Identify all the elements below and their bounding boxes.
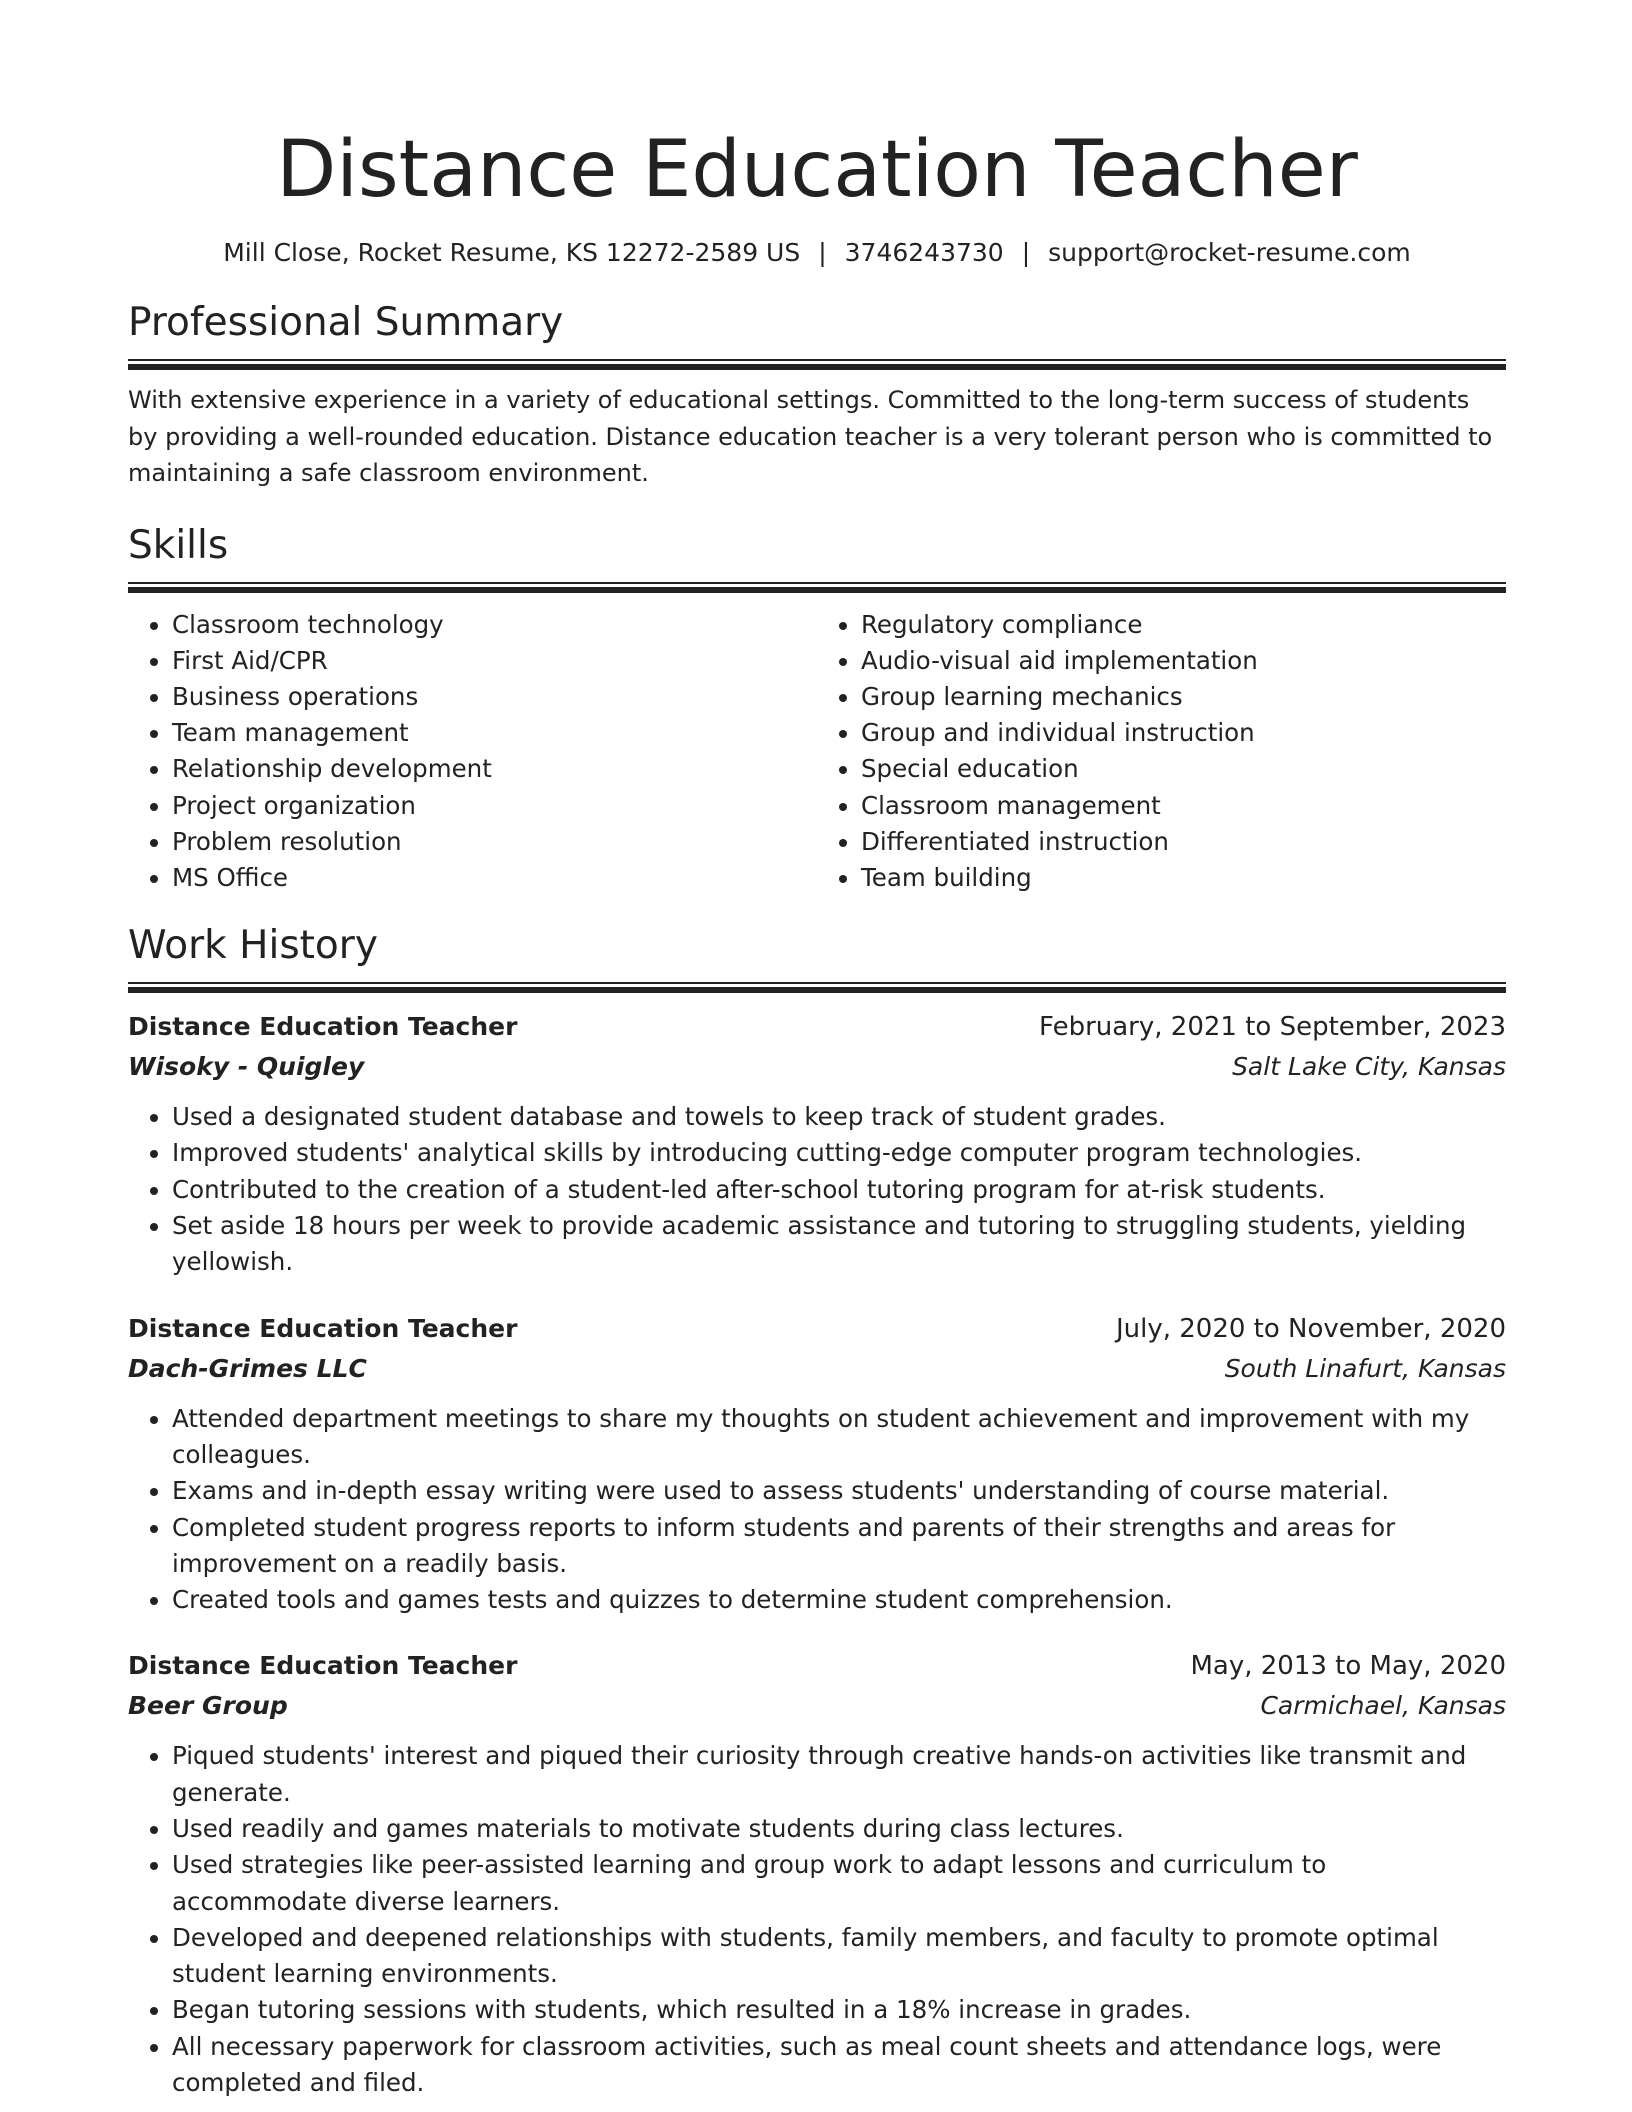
- job-company-row: [128, 1686, 1506, 1726]
- job-company: Wisoky - Quigley: [128, 1052, 365, 1082]
- job-bullet: • Piqued students' interest and piqued their curiosity through creative hands-on activities like transmit and generate.: [172, 1738, 1506, 1811]
- job-bullet: • Used readily and games materials to motivate students during class lectures.: [172, 1811, 1506, 1847]
- job-location: South Linafurt, Kansas: [1224, 1353, 1506, 1383]
- section-divider: [128, 982, 1506, 993]
- skill-item: • Team management: [172, 715, 817, 751]
- skill-item: • Special education: [861, 751, 1506, 787]
- skill-item: • Regulatory compliance: [861, 607, 1506, 643]
- job-entry: [128, 1646, 1506, 2101]
- skills-section: [128, 522, 1506, 897]
- skill-item: • Problem resolution: [172, 824, 817, 860]
- contact-separator: |: [1021, 238, 1031, 267]
- job-bullet: • Used strategies like peer-assisted learning and group work to adapt lessons and curriculum to accommodate diverse learners.: [172, 1847, 1506, 1920]
- job-bullet: • Improved students' analytical skills by introducing cutting-edge computer program technologies.: [172, 1135, 1506, 1171]
- skill-item: • Group and individual instruction: [861, 715, 1506, 751]
- summary-section: [128, 299, 1506, 492]
- skill-item: • Project organization: [172, 788, 817, 824]
- job-title: Distance Education Teacher: [128, 1651, 518, 1681]
- job-company-row: [128, 1349, 1506, 1389]
- job-location: Carmichael, Kansas: [1260, 1691, 1506, 1721]
- skill-item: • Audio-visual aid implementation: [861, 643, 1506, 679]
- contact-separator: |: [818, 238, 827, 267]
- skill-item: • Classroom management: [861, 788, 1506, 824]
- skill-item: • Relationship development: [172, 751, 817, 787]
- job-bullet: • Developed and deepened relationships with students, family members, and faculty to promote optimal student learning environments.: [172, 1920, 1506, 1993]
- job-title: Distance Education Teacher: [128, 1012, 518, 1042]
- job-entry: [128, 1309, 1506, 1619]
- skills-right-list: [817, 607, 1506, 897]
- skills-left-list: [128, 607, 817, 897]
- job-title-row: [128, 1309, 1506, 1349]
- skill-item: • First Aid/CPR: [172, 643, 817, 679]
- work-section: [128, 922, 1506, 2101]
- job-dates: February, 2021 to September, 2023: [1039, 1012, 1506, 1043]
- section-divider: [128, 359, 1506, 370]
- summary-text: With extensive experience in a variety of educational settings. Committed to the long-term success of students by providing a well-rounded education. Distance education teacher is a very tolerant person who is committed to maintaining a safe classroom environment.: [128, 386, 1493, 487]
- job-bullets: [128, 1099, 1506, 1280]
- skill-item: • Differentiated instruction: [861, 824, 1506, 860]
- job-bullet: • All necessary paperwork for classroom activities, such as meal count sheets and attendance logs, were completed and filed.: [172, 2029, 1506, 2102]
- job-bullet: • Set aside 18 hours per week to provide academic assistance and tutoring to struggling students, yielding yellowish.: [172, 1208, 1506, 1281]
- job-bullets: [128, 1401, 1506, 1619]
- job-bullet: • Contributed to the creation of a student-led after-school tutoring program for at-risk students.: [172, 1172, 1506, 1208]
- contact-address: Mill Close, Rocket Resume, KS 12272-2589 US: [223, 238, 801, 267]
- contact-phone: 3746243730: [844, 238, 1004, 267]
- skill-item: • Business operations: [172, 679, 817, 715]
- job-bullet: • Attended department meetings to share my thoughts on student achievement and improvement with my colleagues.: [172, 1401, 1506, 1474]
- skills-columns: [128, 607, 1506, 897]
- job-company: Beer Group: [128, 1691, 288, 1721]
- skill-item: • Team building: [861, 860, 1506, 896]
- job-company: Dach-Grimes LLC: [128, 1353, 367, 1383]
- skill-item: • MS Office: [172, 860, 817, 896]
- job-entry: [128, 1007, 1506, 1280]
- skill-item: • Classroom technology: [172, 607, 817, 643]
- job-location: Salt Lake City, Kansas: [1232, 1052, 1506, 1082]
- skills-heading: Skills: [128, 522, 229, 568]
- job-bullet: • Began tutoring sessions with students, which resulted in a 18% increase in grades.: [172, 1992, 1506, 2028]
- job-title-row: [128, 1646, 1506, 1686]
- job-company-row: [128, 1047, 1506, 1087]
- contact-line: [128, 236, 1506, 270]
- contact-email: support@rocket-resume.com: [1048, 238, 1411, 267]
- resume-title: Distance Education Teacher: [276, 125, 1358, 215]
- skill-item: • Group learning mechanics: [861, 679, 1506, 715]
- work-heading: Work History: [128, 923, 378, 969]
- summary-heading: Professional Summary: [128, 300, 564, 345]
- job-bullet: • Exams and in-depth essay writing were used to assess students' understanding of course material.: [172, 1473, 1506, 1509]
- job-title: Distance Education Teacher: [128, 1313, 518, 1343]
- job-dates: July, 2020 to November, 2020: [1115, 1313, 1506, 1344]
- job-bullets: [128, 1738, 1506, 2101]
- job-bullet: • Used a designated student database and towels to keep track of student grades.: [172, 1099, 1506, 1135]
- job-bullet: • Completed student progress reports to inform students and parents of their strengths and areas for improvement on a readily basis.: [172, 1510, 1506, 1583]
- job-title-row: [128, 1007, 1506, 1047]
- job-dates: May, 2013 to May, 2020: [1190, 1651, 1506, 1682]
- job-bullet: • Created tools and games tests and quizzes to determine student comprehension.: [172, 1582, 1506, 1618]
- section-divider: [128, 582, 1506, 593]
